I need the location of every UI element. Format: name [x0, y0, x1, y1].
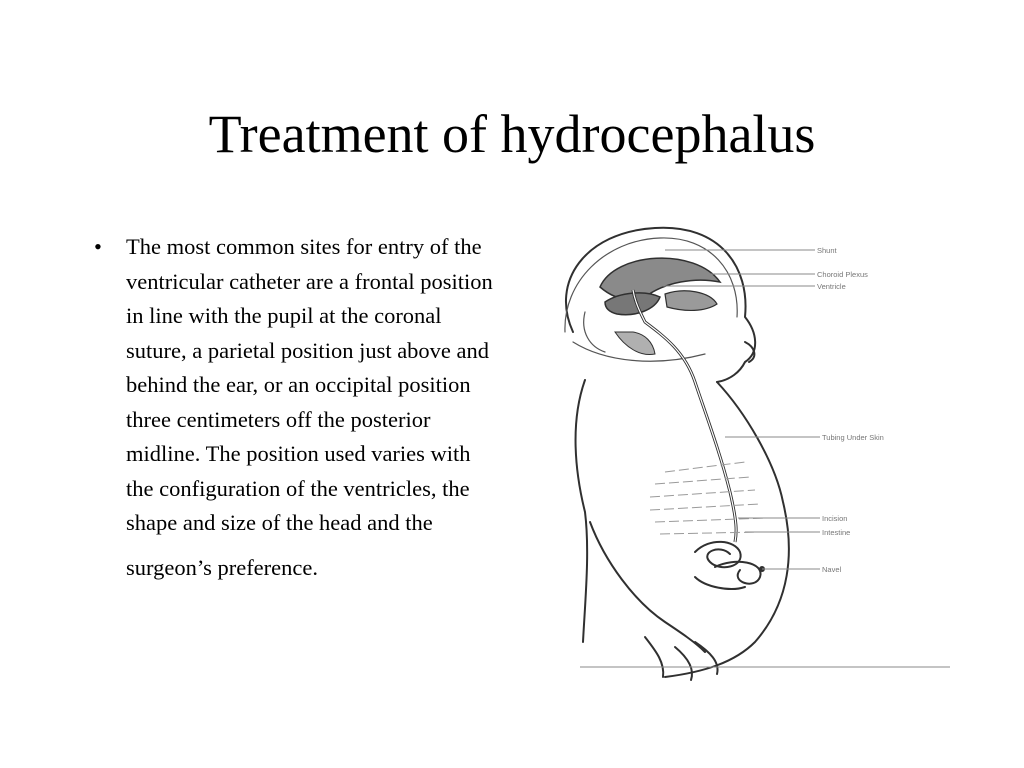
label-ventricle: Ventricle [817, 282, 846, 291]
shunt-tubing [633, 290, 736, 542]
bullet-text: The most common sites for entry of the ventricular catheter are a frontal position in line with the pupil at the coronal suture, a parietal position just above and behind the ear, or an occipital position three centimeters off the posterior midline. The position used varies with the configuration of the ventricles, the shape and size of the head and the [126, 234, 493, 535]
bullet-list [88, 230, 498, 585]
abdomen-hatching [650, 462, 765, 534]
brain-ventricles [584, 258, 720, 354]
diagram-labels [817, 246, 884, 574]
label-shunt: Shunt [817, 246, 837, 255]
label-choroid-plexus: Choroid Plexus [817, 270, 868, 279]
intestine-coils [695, 542, 765, 589]
label-intestine: Intestine [822, 528, 851, 537]
slide-title: Treatment of hydrocephalus [208, 104, 816, 164]
label-incision: Incision [822, 514, 848, 523]
bullet-marker: • [94, 234, 102, 259]
label-navel: Navel [822, 565, 842, 574]
shunt-diagram-illustration [545, 222, 955, 690]
label-tubing-under-skin: Tubing Under Skin [822, 433, 884, 442]
bullet-text-tail: surgeon’s preference. [126, 554, 318, 580]
bullet-item [88, 230, 498, 585]
